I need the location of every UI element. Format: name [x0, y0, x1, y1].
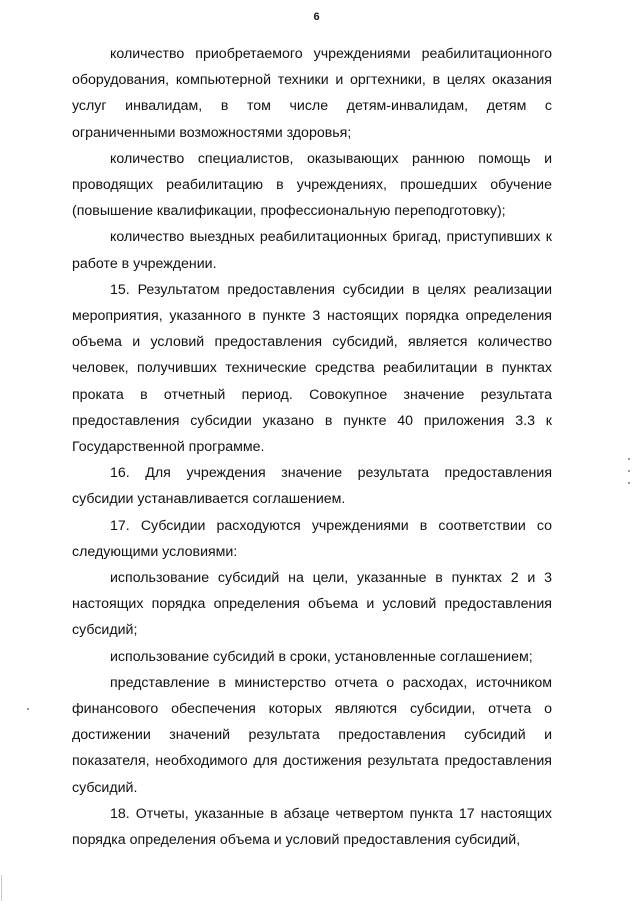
paragraph-equipment-count: количество приобретаемого учреждениями реабилитационного оборудования, компьютерной техники и оргтехники, в целях оказания услуг инвалидам, в том числе детям-инвалидам, детям с ограниченными возможностями здоровья; [72, 46, 552, 141]
paragraph-brigades-count: количество выездных реабилитационных бригад, приступивших к работе в учреждении. [72, 229, 552, 272]
page-number: 6 [313, 11, 320, 23]
scan-edge [1, 875, 2, 901]
paragraph-item-16: 16. Для учреждения значение результата предоставления субсидии устанавливается соглашением. [72, 465, 552, 508]
scan-speck [628, 482, 630, 484]
paragraph-item-15: 15. Результатом предоставления субсидии в целях реализации мероприятия, указанного в пункте 3 настоящих порядка определения объема и условий предоставления субсидий, является количество человек, получивших технические средства реабилитации в пунктах проката в отчетный период. Совокупное значение результата предоставления субсидии указано в пункте 40 приложения 3.3 к Государственной программе. [72, 281, 552, 456]
paragraph-condition-deadline: использование субсидий в сроки, установленные соглашением; [110, 648, 533, 665]
scan-speck [628, 470, 630, 472]
paragraph-specialists-count: количество специалистов, оказывающих раннюю помощь и проводящих реабилитацию в учреждениях, прошедших обучение (повышение квалификации, профессиональную переподготовку); [72, 150, 552, 220]
scan-speck [27, 708, 29, 710]
scan-speck [628, 458, 630, 460]
paragraph-condition-purpose: использование субсидий на цели, указанные в пунктах 2 и 3 настоящих порядка определения объема и условий предоставления субсидий; [72, 570, 552, 639]
paragraph-item-17: 17. Субсидии расходуются учреждениями в соответствии со следующими условиями: [72, 517, 552, 560]
paragraph-condition-reports: представление в министерство отчета о расходах, источником финансового обеспечения которых являются субсидии, отчета о достижении значений результата предоставления субсидий и показателя, необходимого для достижения результата предоставления субсидий. [72, 674, 552, 796]
document-body [72, 41, 552, 853]
paragraph-item-18: 18. Отчеты, указанные в абзаце четвертом пункта 17 настоящих порядка определения объема и условий предоставления субсидий, [72, 805, 552, 849]
